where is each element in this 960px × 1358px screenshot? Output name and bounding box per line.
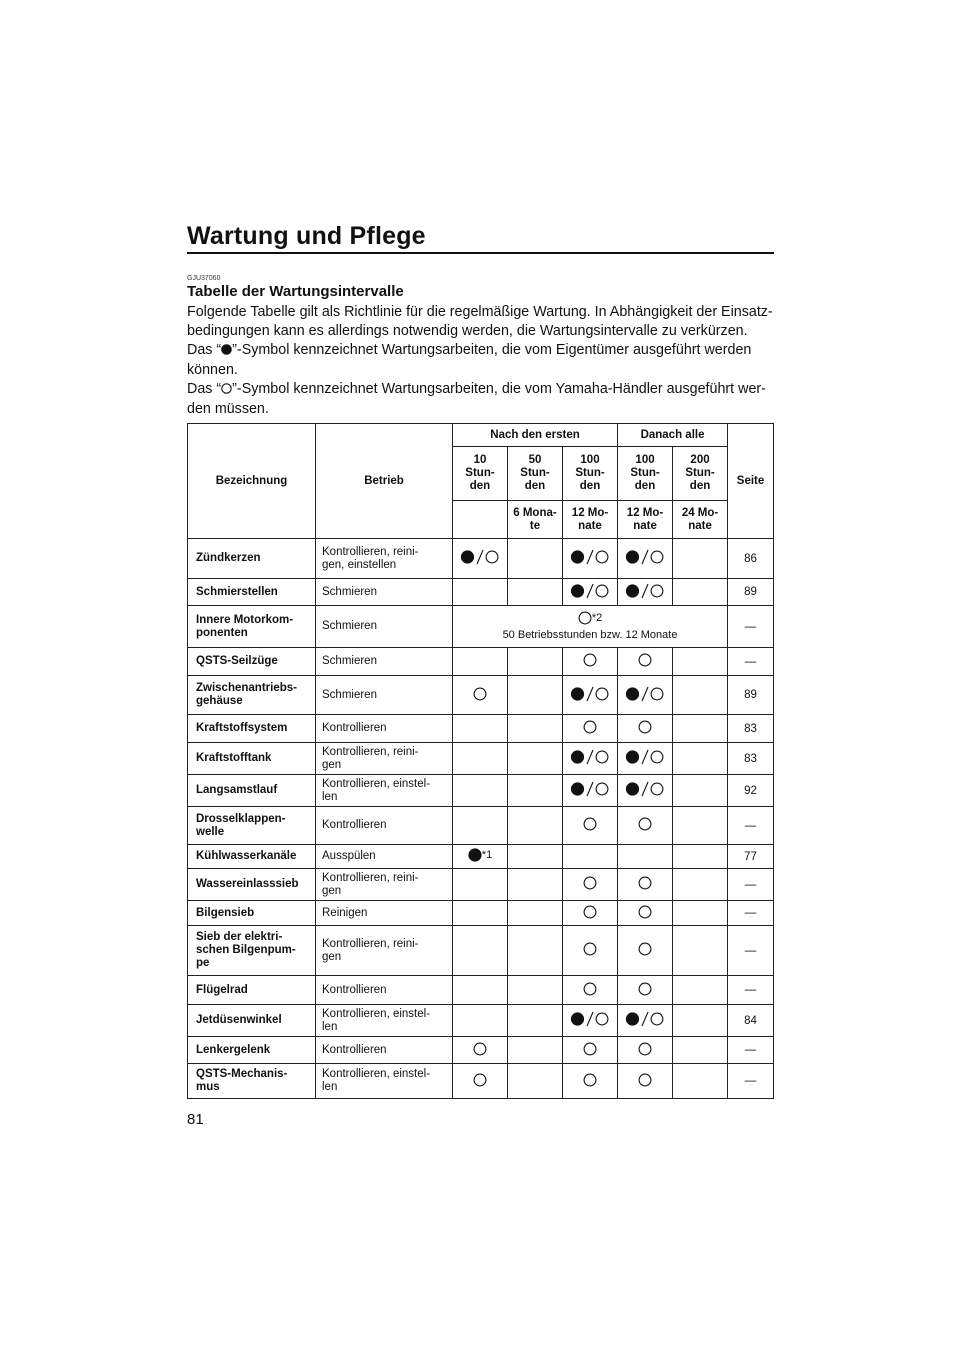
row-interval-cell (453, 1005, 508, 1037)
row-interval-cell (508, 976, 563, 1005)
row-interval-cell (453, 775, 508, 807)
empty-circle-icon (638, 1042, 652, 1056)
row-interval-cell (508, 1064, 563, 1099)
row-interval-cell (563, 539, 618, 579)
row-page-ref: 84 (728, 1005, 774, 1037)
empty-circle-icon (473, 1073, 487, 1087)
row-interval-cell (563, 676, 618, 715)
table-row (188, 1005, 774, 1037)
row-interval-cell (563, 1005, 618, 1037)
row-page-ref: 89 (728, 579, 774, 606)
row-operation: Kontrollieren, einstel- len (316, 775, 453, 807)
empty-circle-icon (578, 611, 592, 625)
row-interval-cell (673, 926, 728, 976)
row-interval-cell (563, 1037, 618, 1064)
row-operation: Kontrollieren, reini- gen (316, 926, 453, 976)
empty-circle-icon (583, 982, 597, 996)
maintenance-interval-table (187, 423, 774, 1099)
intro-paragraph-1: Folgende Tabelle gilt als Richtlinie für die regelmäßige Wartung. In Abhängigkeit der Einsatz-bedingungen kann es allerdings notwendig werden, die Wartungsintervalle zu verkürzen. (187, 304, 773, 339)
filled-slash-empty-icon (460, 549, 500, 565)
filled-circle-icon (468, 848, 482, 862)
table-row (188, 775, 774, 807)
filled-slash-empty-icon (570, 781, 610, 797)
header-seite: Seite (728, 424, 774, 539)
intro-paragraph-empty (187, 380, 777, 419)
row-name: QSTS-Mechanis- mus (188, 1064, 316, 1099)
empty-circle-icon (638, 876, 652, 890)
row-page-ref: — (728, 1037, 774, 1064)
row-interval-cell (508, 579, 563, 606)
row-interval-cell (673, 845, 728, 869)
row-page-ref: 92 (728, 775, 774, 807)
row-interval-cell (673, 976, 728, 1005)
header-betrieb: Betrieb (316, 424, 453, 539)
row-interval-cell (453, 926, 508, 976)
empty-circle-icon (638, 720, 652, 734)
filled-slash-empty-icon (570, 749, 610, 765)
row-interval-cell (508, 715, 563, 743)
table-row (188, 648, 774, 676)
table-row (188, 1037, 774, 1064)
row-interval-cell (673, 807, 728, 845)
row-page-ref: 89 (728, 676, 774, 715)
table-row (188, 676, 774, 715)
filled-slash-empty-icon (625, 583, 665, 599)
empty-circle-icon (583, 905, 597, 919)
row-name: Schmierstellen (188, 579, 316, 606)
row-interval-cell (453, 1037, 508, 1064)
header-months-1: 6 Mona- te (508, 501, 563, 539)
row-operation: Kontrollieren (316, 976, 453, 1005)
table-row (188, 901, 774, 926)
row-page-ref: — (728, 1064, 774, 1099)
header-hours-2: 100 Stun- den (563, 447, 618, 501)
empty-circle-icon (583, 876, 597, 890)
row-operation: Reinigen (316, 901, 453, 926)
row-interval-cell (618, 926, 673, 976)
filled-slash-empty-icon (625, 781, 665, 797)
row-operation: Kontrollieren, reini- gen (316, 869, 453, 901)
empty-circle-icon (638, 942, 652, 956)
row-interval-cell (453, 579, 508, 606)
row-interval-cell (673, 1005, 728, 1037)
empty-circle-icon (638, 905, 652, 919)
row-interval-cell (673, 676, 728, 715)
row-page-ref: — (728, 926, 774, 976)
row-interval-cell (618, 1005, 673, 1037)
row-page-ref: — (728, 901, 774, 926)
table-row (188, 539, 774, 579)
row-name: Lenkergelenk (188, 1037, 316, 1064)
row-name: Zwischenantriebs- gehäuse (188, 676, 316, 715)
row-interval-cell (673, 775, 728, 807)
header-months-2: 12 Mo- nate (563, 501, 618, 539)
intro-filled-prefix: Das “ (187, 342, 222, 358)
table-row (188, 869, 774, 901)
empty-circle-icon (583, 1073, 597, 1087)
table-row (188, 845, 774, 869)
header-months-4: 24 Mo- nate (673, 501, 728, 539)
filled-slash-empty-icon (625, 1011, 665, 1027)
row-operation: Kontrollieren (316, 807, 453, 845)
row-operation: Ausspülen (316, 845, 453, 869)
empty-circle-icon (583, 942, 597, 956)
row-interval-cell (453, 715, 508, 743)
row-interval-cell (508, 901, 563, 926)
empty-circle-icon (583, 817, 597, 831)
row-interval-cell (673, 869, 728, 901)
row-interval-cell (453, 1064, 508, 1099)
row-interval-cell (618, 1037, 673, 1064)
empty-circle-icon (638, 653, 652, 667)
row-interval-cell (618, 539, 673, 579)
row-interval-cell (453, 901, 508, 926)
row-interval-cell (453, 869, 508, 901)
row-name: Kraftstoffsystem (188, 715, 316, 743)
empty-circle-icon (583, 720, 597, 734)
empty-circle-icon (638, 817, 652, 831)
header-months-3: 12 Mo- nate (618, 501, 673, 539)
row-name: Jetdüsenwinkel (188, 1005, 316, 1037)
row-interval-cell (673, 1064, 728, 1099)
header-bezeichnung: Bezeichnung (188, 424, 316, 539)
empty-circle-icon (638, 1073, 652, 1087)
empty-circle-icon (583, 1042, 597, 1056)
row-page-ref: 83 (728, 743, 774, 775)
row-interval-cell (508, 676, 563, 715)
row-operation: Kontrollieren, einstel- len (316, 1064, 453, 1099)
header-months-0 (453, 501, 508, 539)
row-interval-cell (618, 579, 673, 606)
row-interval-cell (453, 976, 508, 1005)
filled-slash-empty-icon (570, 686, 610, 702)
filled-slash-empty-icon (625, 686, 665, 702)
row-name: Flügelrad (188, 976, 316, 1005)
row-operation: Kontrollieren (316, 1037, 453, 1064)
empty-circle-icon (221, 381, 232, 400)
row-interval-cell (508, 926, 563, 976)
filled-slash-empty-icon (625, 549, 665, 565)
page-number: 81 (187, 1111, 204, 1128)
table-body (188, 539, 774, 1099)
row-interval-cell (508, 775, 563, 807)
row-interval-cell (563, 1064, 618, 1099)
table-row (188, 743, 774, 775)
row-page-ref: 86 (728, 539, 774, 579)
row-interval-cell (508, 1005, 563, 1037)
row-interval-cell (618, 807, 673, 845)
row-interval-cell (563, 743, 618, 775)
interval-note: 50 Betriebsstunden bzw. 12 Monate (502, 629, 678, 641)
row-interval-cell (618, 676, 673, 715)
table-row (188, 606, 774, 648)
row-name: Drosselklappen- welle (188, 807, 316, 845)
table-row (188, 926, 774, 976)
row-interval-cell (563, 715, 618, 743)
intro-paragraph-filled (187, 341, 777, 380)
row-interval-cell (618, 1064, 673, 1099)
header-nach-den-ersten: Nach den ersten (453, 424, 618, 447)
row-interval-cell (618, 715, 673, 743)
table-row (188, 1064, 774, 1099)
intro-filled-suffix: ”-Symbol kennzeichnet Wartungsarbeiten, die vom Eigentümer ausgeführt werden können. (187, 342, 752, 378)
row-interval-cell (453, 539, 508, 579)
row-page-ref: — (728, 869, 774, 901)
row-interval-cell (618, 869, 673, 901)
filled-circle-icon (221, 342, 232, 361)
header-hours-1: 50 Stun- den (508, 447, 563, 501)
row-operation: Schmieren (316, 579, 453, 606)
row-interval-cell (673, 648, 728, 676)
row-interval-cell (618, 901, 673, 926)
row-operation: Kontrollieren, reini- gen (316, 743, 453, 775)
row-interval-cell (673, 743, 728, 775)
row-operation: Kontrollieren, reini- gen, einstellen (316, 539, 453, 579)
row-interval-cell (563, 869, 618, 901)
intro-text (187, 303, 777, 419)
row-interval-cell (673, 579, 728, 606)
filled-slash-empty-icon (570, 549, 610, 565)
header-danach-alle: Danach alle (618, 424, 728, 447)
row-name: Zündkerzen (188, 539, 316, 579)
row-name: Wassereinlasssieb (188, 869, 316, 901)
table-row (188, 807, 774, 845)
empty-circle-icon (638, 982, 652, 996)
row-interval-cell (618, 976, 673, 1005)
row-interval-cell (563, 807, 618, 845)
row-operation: Schmieren (316, 648, 453, 676)
header-rule (187, 252, 774, 254)
row-interval-cell (563, 648, 618, 676)
row-interval-cell (673, 539, 728, 579)
filled-slash-empty-icon (570, 583, 610, 599)
row-interval-cell (453, 807, 508, 845)
row-page-ref: — (728, 976, 774, 1005)
row-operation: Kontrollieren (316, 715, 453, 743)
row-interval-cell (508, 845, 563, 869)
row-page-ref: 77 (728, 845, 774, 869)
row-operation: Schmieren (316, 676, 453, 715)
row-interval-cell (673, 901, 728, 926)
row-interval-cell (508, 539, 563, 579)
row-interval-cell (453, 743, 508, 775)
empty-circle-icon (583, 653, 597, 667)
row-interval-cell (563, 845, 618, 869)
row-interval-cell (508, 1037, 563, 1064)
row-interval-cell (618, 743, 673, 775)
page-header-title: Wartung und Pflege (187, 222, 426, 250)
row-name: Kraftstofftank (188, 743, 316, 775)
section-code: GJU37060 (187, 275, 221, 282)
row-operation: Schmieren (316, 606, 453, 648)
section-title: Tabelle der Wartungsintervalle (187, 283, 404, 300)
table-row (188, 715, 774, 743)
filled-slash-empty-icon (625, 749, 665, 765)
header-hours-4: 200 Stun- den (673, 447, 728, 501)
row-page-ref: — (728, 606, 774, 648)
row-interval-cell (673, 1037, 728, 1064)
row-name: Langsamstlauf (188, 775, 316, 807)
row-interval-cell (563, 579, 618, 606)
row-interval-cell (618, 648, 673, 676)
row-interval-cell (563, 926, 618, 976)
row-interval-cell (673, 715, 728, 743)
row-interval-cell (453, 648, 508, 676)
header-hours-0: 10 Stun- den (453, 447, 508, 501)
row-page-ref: — (728, 648, 774, 676)
row-interval-cell (618, 845, 673, 869)
table-row (188, 976, 774, 1005)
row-name: Kühlwasserkanäle (188, 845, 316, 869)
row-name: Sieb der elektri- schen Bilgenpum- pe (188, 926, 316, 976)
empty-circle-icon (473, 687, 487, 701)
row-name: QSTS-Seilzüge (188, 648, 316, 676)
row-interval-cell (618, 775, 673, 807)
row-interval-cell: *1 (453, 845, 508, 869)
row-name: Bilgensieb (188, 901, 316, 926)
empty-circle-icon (473, 1042, 487, 1056)
intro-empty-suffix: ”-Symbol kennzeichnet Wartungsarbeiten, die vom Yamaha-Händler ausgeführt wer-den müssen. (187, 381, 766, 417)
row-operation: Kontrollieren, einstel- len (316, 1005, 453, 1037)
row-interval-cell (563, 976, 618, 1005)
row-name: Innere Motorkom- ponenten (188, 606, 316, 648)
row-interval-cell (453, 676, 508, 715)
header-hours-3: 100 Stun- den (618, 447, 673, 501)
intro-empty-prefix: Das “ (187, 381, 222, 397)
row-interval-cell (508, 807, 563, 845)
row-page-ref: — (728, 807, 774, 845)
row-interval-cell (508, 648, 563, 676)
row-interval-span: *2 50 Betriebsstunden bzw. 12 Monate (453, 606, 728, 648)
row-interval-cell (508, 869, 563, 901)
row-interval-cell (563, 775, 618, 807)
row-interval-cell (563, 901, 618, 926)
row-page-ref: 83 (728, 715, 774, 743)
table-row (188, 579, 774, 606)
row-interval-cell (508, 743, 563, 775)
filled-slash-empty-icon (570, 1011, 610, 1027)
